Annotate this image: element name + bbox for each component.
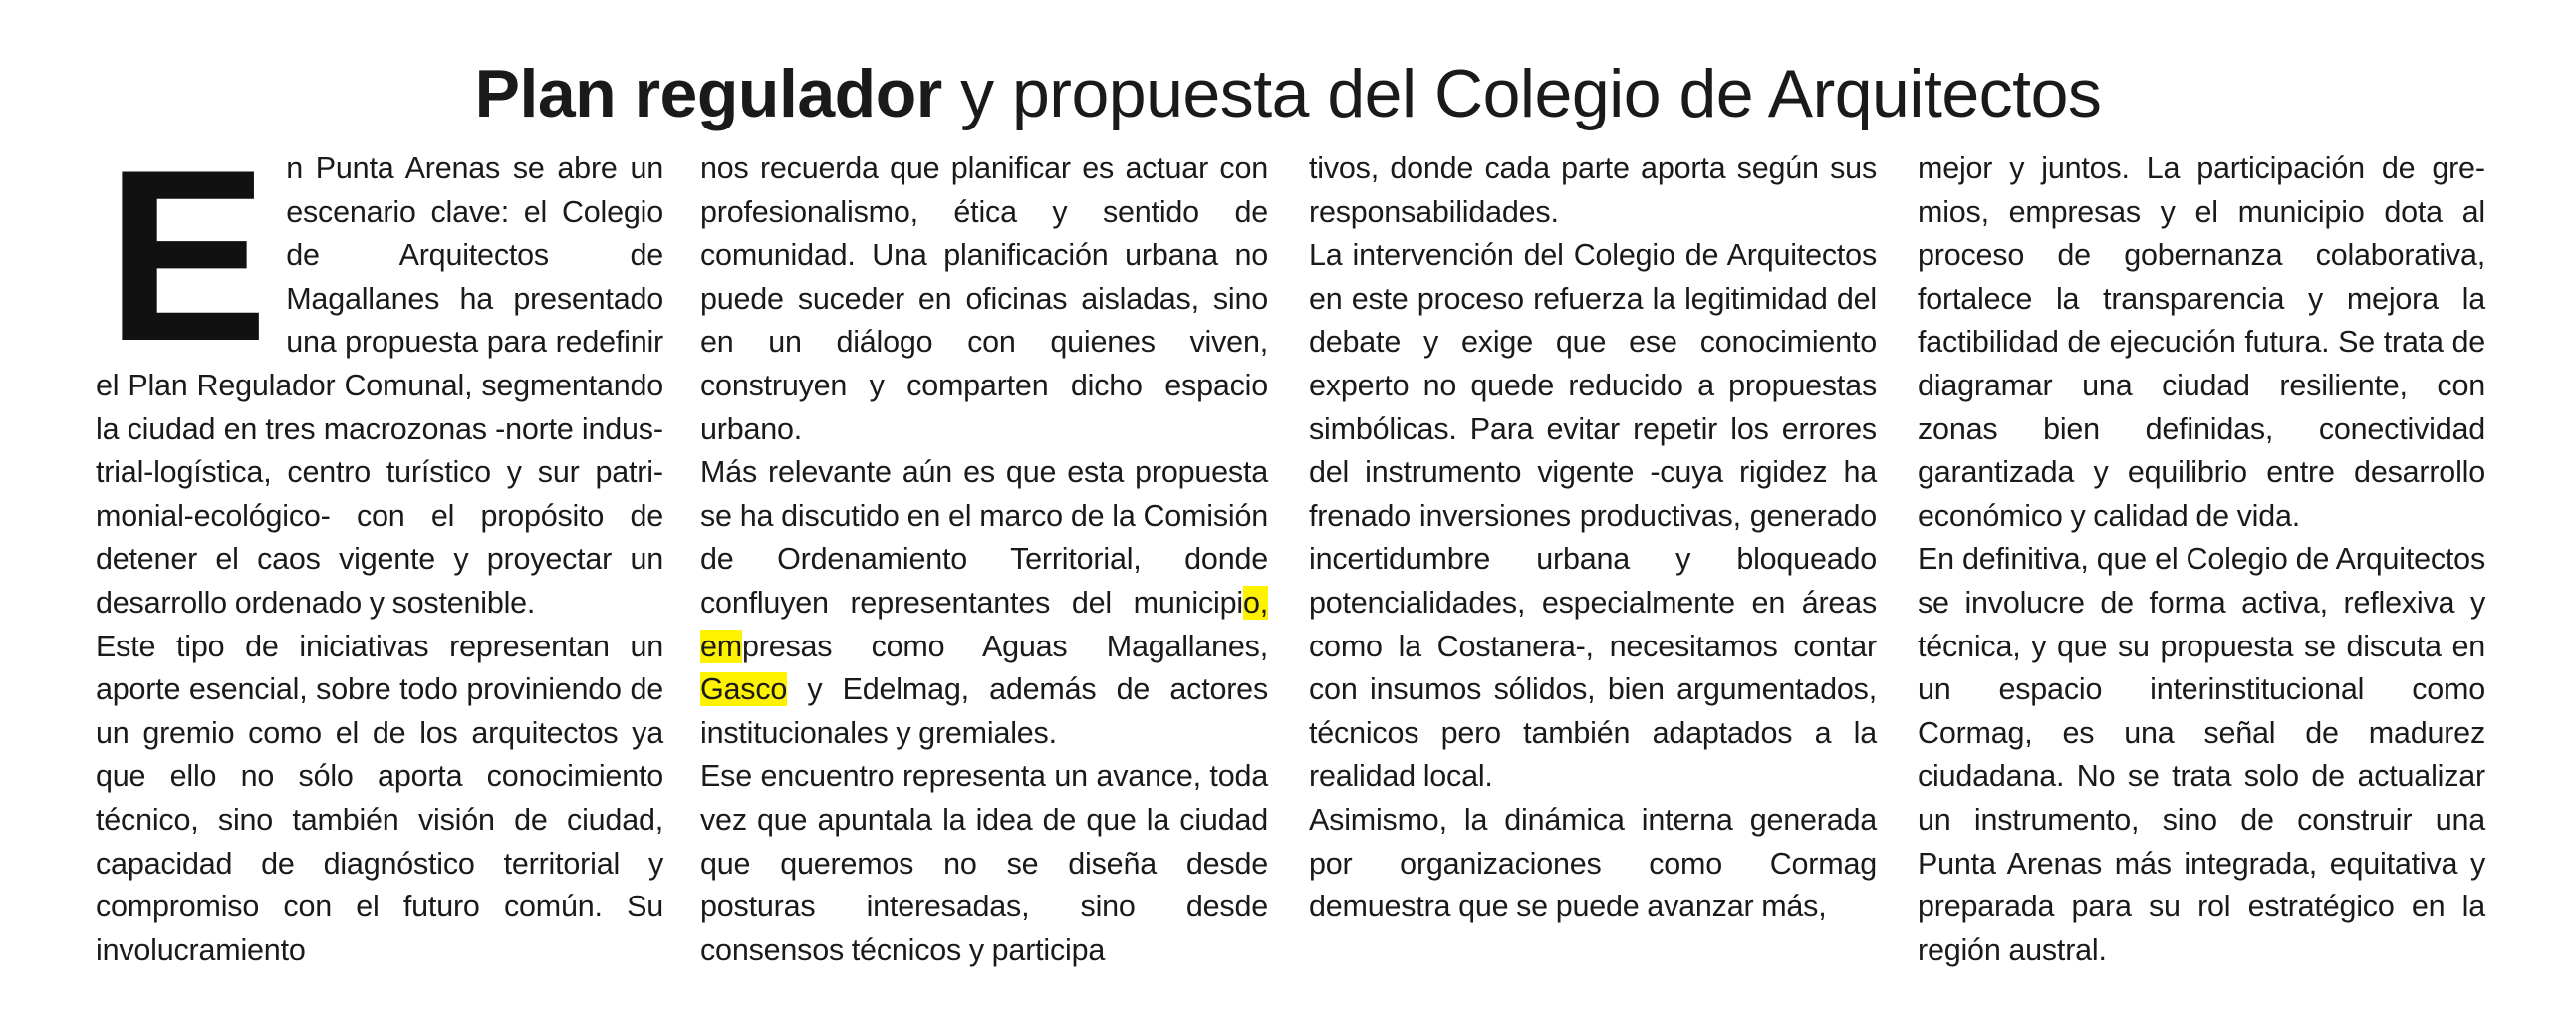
article-title-rest: y propuesta del Colegio de Arquitectos xyxy=(941,56,2102,131)
article-paragraph xyxy=(700,755,1268,972)
paragraph-text: tivos, donde cada parte aporta según sus responsabilidades. xyxy=(1309,151,1877,229)
paragraph-text: Ese encuentro representa un avance, toda vez que apuntala la idea de que la ciudad que queremos no se diseña desde posturas interesadas, sino desde consensos técnicos y participa xyxy=(700,759,1268,967)
paragraph-text: Este tipo de iniciativas representan un aporte esencial, sobre todo proviniendo de un gremio como el de los arquitectos ya que ello no sólo aporta conocimiento técnico, sino también visión de ciudad, capacidad de diagnóstico territorial y compromiso con el futuro común. Su involucramiento xyxy=(96,629,663,967)
article-title-bold: Plan regulador xyxy=(474,56,942,131)
article-paragraph xyxy=(700,147,1268,451)
article-paragraph xyxy=(96,626,663,973)
paragraph-text: mejor y juntos. La participación de gremios, empresas y el municipio dota al proceso de gobernanza colaborativa, fortalece la transparencia y mejora la factibilidad de ejecución futura. Se trata de diagramar una ciudad resiliente, con zonas bien definidas, conectividad garantizada y equilibrio entre desarrollo económico y calidad de vida. xyxy=(1918,151,2485,533)
article-paragraph xyxy=(1918,538,2485,972)
article-column-4 xyxy=(1918,147,2485,972)
article-column-3 xyxy=(1309,147,1877,929)
article-column-1 xyxy=(96,119,663,972)
paragraph-text: n Punta Arenas se abre un escenario clave: el Colegio de Arquitectos de Magallanes ha presentado una propuesta para redefinir el Plan Regulador Comunal, segmentando la ciudad en tres macrozonas -norte industrial-logística, centro turístico y sur patrimonial-ecológico- con el propósito de detener el caos vigente y proyectar un desarrollo ordenado y sostenible. xyxy=(96,151,663,620)
article-paragraph xyxy=(1309,799,1877,929)
article-paragraph xyxy=(700,451,1268,755)
highlighted-text: o, em xyxy=(700,585,1268,663)
paragraph-text: presas como Aguas Magallanes, xyxy=(741,629,1268,663)
paragraph-text: La intervención del Colegio de Arquitectos en este proceso refuerza la legitimidad del debate y exige que ese conocimiento experto no quede reducido a propuestas simbólicas. Para evitar repetir los errores del instrumento vigente -cuya rigidez ha frenado inversiones productivas, generado incertidumbre urbana y bloqueado potencialidades, especialmente en áreas como la Costanera-, necesitamos contar con insumos sólidos, bien argumentados, técnicos pero también adaptados a la realidad local. xyxy=(1309,238,1877,794)
paragraph-text: y Edelmag, además de actores institucionales y gremiales. xyxy=(700,672,1268,750)
article-title xyxy=(0,52,2576,135)
paragraph-text: En definitiva, que el Colegio de Arquitectos se involucre de forma activa, reflexiva y técnica, y que su propuesta se discuta en un espacio interinstitucional como Cormag, es una señal de madurez ciudadana. No se trata solo de actualizar un instrumento, sino de construir una Punta Arenas más integrada, equitativa y preparada para su rol estratégico en la región austral. xyxy=(1918,542,2485,967)
paragraph-text: nos recuerda que planificar es actuar con profesionalismo, ética y sentido de comunidad. Una planificación urbana no puede suceder en oficinas aisladas, sino en un diálogo con quienes viven, construyen y comparten dicho espacio urbano. xyxy=(700,151,1268,446)
article-paragraph xyxy=(1309,147,1877,234)
article-paragraph xyxy=(1309,234,1877,799)
paragraph-text: Asimismo, la dinámica interna generada por organizaciones como Cormag demuestra que se puede avanzar más, xyxy=(1309,802,1877,924)
article-column-2 xyxy=(700,147,1268,972)
highlighted-text: Gasco xyxy=(700,672,788,707)
drop-cap: E xyxy=(106,119,269,391)
paragraph-text: Más relevante aún es que esta propuesta se ha discutido en el marco de la Comisión de Ordenamiento Territorial, donde confluyen representantes del municipi xyxy=(700,455,1268,620)
article-paragraph xyxy=(1918,147,2485,538)
